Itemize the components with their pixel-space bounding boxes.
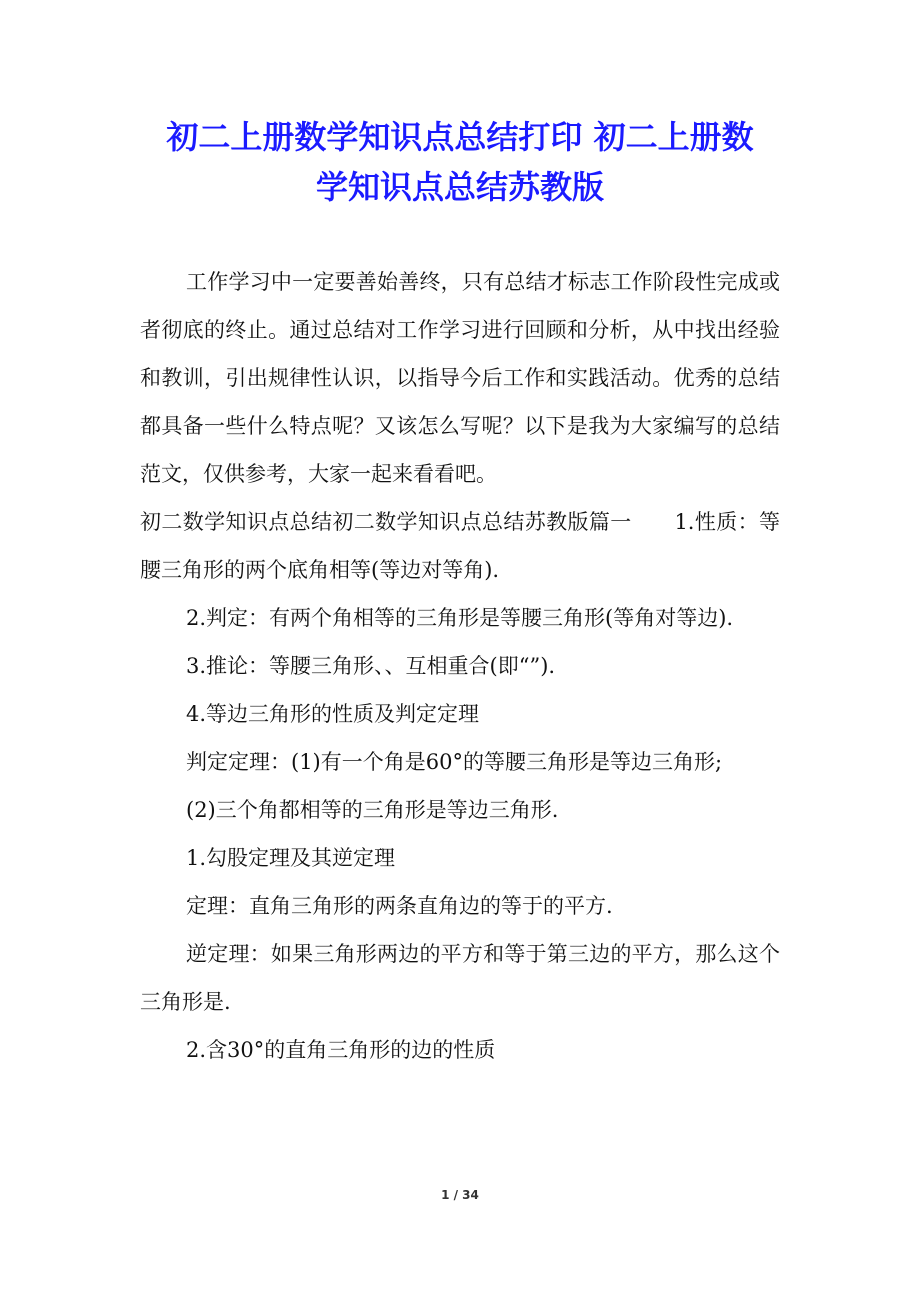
- paragraph-pythagorean: 1.勾股定理及其逆定理: [186, 846, 396, 870]
- paragraph-theorem-2: (2)三个角都相等的三角形是等边三角形.: [186, 798, 559, 822]
- document-title: [140, 112, 780, 212]
- paragraph-corollary: 3.推论：等腰三角形、、互相重合(即“”).: [186, 654, 556, 678]
- paragraph-judgement: 2.判定：有两个角相等的三角形是等腰三角形(等角对等边).: [186, 606, 734, 630]
- paragraph-30-degree: 2.含30°的直角三角形的边的性质: [186, 1038, 496, 1062]
- title-line-1: 初二上册数学知识点总结打印 初二上册数: [166, 118, 754, 156]
- paragraph-intro: 工作学习中一定要善始善终，只有总结才标志工作阶段性完成或者彻底的终止。通过总结对工作学习进行回顾和分析，从中找出经验和教训，引出规律性认识，以指导今后工作和实践活动。优秀的总结都具备一些什么特点呢？又该怎么写呢？以下是我为大家编写的总结范文，仅供参考，大家一起来看看吧。: [140, 270, 780, 486]
- title-line-2: 学知识点总结苏教版: [315, 168, 604, 206]
- document-body: [140, 258, 780, 1074]
- page-number: 1 / 34: [441, 1188, 479, 1202]
- paragraph-theorem-1: 判定定理：(1)有一个角是60°的等腰三角形是等边三角形;: [186, 750, 723, 774]
- paragraph-theorem: 定理：直角三角形的两条直角边的等于的平方.: [186, 894, 613, 918]
- paragraph-equilateral: 4.等边三角形的性质及判定定理: [186, 702, 480, 726]
- paragraph-section-1: 初二数学知识点总结初二数学知识点总结苏教版篇一 1.性质：等腰三角形的两个底角相等(等边对等角).: [140, 510, 780, 582]
- paragraph-converse: 逆定理：如果三角形两边的平方和等于第三边的平方，那么这个三角形是.: [140, 942, 780, 1014]
